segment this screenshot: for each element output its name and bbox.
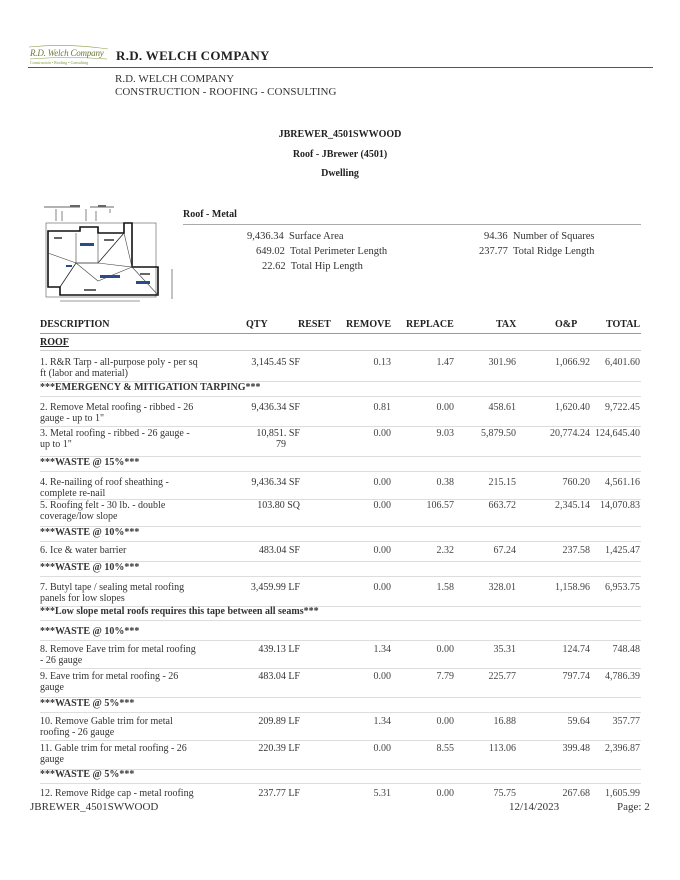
item-qty [200, 357, 301, 368]
table-row [40, 357, 641, 383]
item-description: 3. Metal roofing - ribbed - 26 gauge - up to 1" [40, 428, 190, 450]
item-tax: 35.31 [493, 644, 516, 655]
qty-text: 439.13 LF [258, 644, 300, 655]
note-text: ***EMERGENCY & MITIGATION TARPING*** [40, 382, 261, 393]
divider [40, 668, 641, 669]
item-op: 1,620.40 [555, 402, 590, 413]
item-op: 267.68 [562, 788, 590, 799]
item-remove: 0.81 [373, 402, 391, 413]
item-tax: 663.72 [488, 500, 516, 511]
item-replace: 0.00 [436, 644, 454, 655]
qty-text: 103.80 SQ [257, 500, 300, 511]
item-total: 4,786.39 [605, 671, 640, 682]
item-qty [200, 671, 301, 682]
item-qty [200, 716, 301, 727]
company-name: R.D. WELCH COMPANY [115, 73, 235, 85]
item-replace: 9.03 [436, 428, 454, 439]
divider [40, 333, 641, 334]
line-item-note [40, 562, 641, 573]
item-remove: 0.00 [373, 582, 391, 593]
item-description: 11. Gable trim for metal roofing - 26 gauge [40, 743, 187, 765]
divider [183, 224, 641, 225]
qty-text: 483.04 SF [258, 545, 300, 556]
item-total: 14,070.83 [600, 500, 640, 511]
table-row [40, 644, 641, 670]
item-description: 12. Remove Ridge cap - metal roofing [40, 788, 194, 799]
item-total: 2,396.87 [605, 743, 640, 754]
item-description: 8. Remove Eave trim for metal roofing - 26 gauge [40, 644, 196, 666]
item-description: 1. R&R Tarp - all-purpose poly - per sq ft (labor and material) [40, 357, 198, 379]
qty-text: 220.39 LF [258, 743, 300, 754]
line-item-note [40, 626, 641, 637]
item-description: 6. Ice & water barrier [40, 545, 127, 556]
divider [40, 576, 641, 577]
divider [40, 640, 641, 641]
item-replace: 1.47 [436, 357, 454, 368]
item-remove: 0.00 [373, 671, 391, 682]
page-header [28, 44, 653, 68]
note-text: ***WASTE @ 5%*** [40, 769, 135, 780]
item-replace: 0.00 [436, 716, 454, 727]
line-item-note [40, 382, 641, 393]
item-qty [200, 545, 301, 556]
divider [40, 620, 641, 621]
measurement-perimeter: 649.02 Total Perimeter Length [256, 246, 388, 257]
divider [40, 783, 641, 784]
item-remove: 0.00 [373, 545, 391, 556]
measurement-surface-area: 9,436.34 Surface Area [247, 231, 344, 242]
logo-text: R.D. Welch Company [30, 48, 104, 58]
note-text: ***WASTE @ 15%*** [40, 457, 140, 468]
measurement-hip-length: 22.62 Total Hip Length [262, 261, 363, 272]
item-tax: 75.75 [493, 788, 516, 799]
estimate-id: JBREWER_4501SWWOOD [278, 129, 402, 140]
table-row [40, 545, 641, 563]
qty-text: 3,145.45 SF [251, 357, 300, 368]
footer-page: Page: 2 [617, 801, 650, 813]
table-row [40, 428, 641, 458]
item-replace: 2.32 [436, 545, 454, 556]
item-description: 7. Butyl tape / sealing metal roofing panels for low slopes [40, 582, 185, 604]
item-remove: 1.34 [373, 644, 391, 655]
item-tax: 225.77 [488, 671, 516, 682]
item-op: 1,066.92 [555, 357, 590, 368]
line-item-note [40, 606, 641, 617]
item-replace: 0.00 [436, 402, 454, 413]
item-op: 760.20 [562, 477, 590, 488]
item-qty [200, 402, 301, 413]
item-tax: 328.01 [488, 582, 516, 593]
col-header-remove: REMOVE [346, 319, 391, 330]
col-header-qty: QTY [246, 319, 268, 330]
note-text: ***WASTE @ 5%*** [40, 698, 135, 709]
item-remove: 0.00 [373, 477, 391, 488]
item-op: 2,345.14 [555, 500, 590, 511]
divider [40, 426, 641, 427]
item-remove: 0.00 [373, 743, 391, 754]
measurement-squares: 94.36 Number of Squares [484, 231, 595, 242]
item-op: 237.58 [562, 545, 590, 556]
qty-text: 209.89 LF [258, 716, 300, 727]
company-logo [28, 44, 110, 68]
line-item-note [40, 698, 641, 709]
table-row [40, 671, 641, 699]
company-title: R.D. WELCH COMPANY [116, 48, 270, 63]
item-remove: 5.31 [373, 788, 391, 799]
col-header-total: TOTAL [606, 319, 641, 330]
qty-text: 237.77 LF [258, 788, 300, 799]
item-replace: 8.55 [436, 743, 454, 754]
qty-text: 3,459.99 LF [250, 582, 300, 593]
item-tax: 301.96 [488, 357, 516, 368]
col-header-replace: REPLACE [406, 319, 454, 330]
item-qty [200, 582, 301, 593]
item-total: 6,401.60 [605, 357, 640, 368]
item-remove: 0.00 [373, 500, 391, 511]
col-header-tax: TAX [496, 319, 517, 330]
company-tagline: CONSTRUCTION - ROOFING - CONSULTING [115, 86, 337, 98]
item-description: 4. Re-nailing of roof sheathing - complete re-nail [40, 477, 169, 499]
company-info [115, 73, 336, 99]
col-header-op: O&P [555, 319, 578, 330]
measurement-ridge-length: 237.77 Total Ridge Length [479, 246, 595, 257]
item-description: 5. Roofing felt - 30 lb. - double coverage/low slope [40, 500, 166, 522]
item-op: 20,774.24 [550, 428, 590, 439]
estimate-building: Dwelling [321, 168, 359, 179]
note-text: ***Low slope metal roofs requires this tape between all seams*** [40, 606, 319, 617]
item-description: 2. Remove Metal roofing - ribbed - 26 gauge - up to 1" [40, 402, 194, 424]
note-text: ***WASTE @ 10%*** [40, 626, 140, 637]
footer-date: 12/14/2023 [509, 801, 560, 813]
note-text: ***WASTE @ 10%*** [40, 562, 140, 573]
col-header-reset: RESET [298, 319, 331, 330]
item-qty [200, 788, 301, 799]
table-row [40, 402, 641, 428]
divider [40, 471, 641, 472]
item-tax: 67.24 [493, 545, 516, 556]
item-qty [200, 500, 301, 511]
item-description: 10. Remove Gable trim for metal roofing - 26 gauge [40, 716, 173, 738]
line-item-note [40, 457, 641, 468]
table-row [40, 500, 641, 528]
qty-text: 483.04 LF [258, 671, 300, 682]
logo-tagline: Construction • Roofing • Consulting [30, 60, 89, 65]
item-op: 1,158.96 [555, 582, 590, 593]
item-total: 748.48 [612, 644, 640, 655]
item-qty [200, 644, 301, 655]
divider [40, 712, 641, 713]
table-row [40, 716, 641, 742]
item-qty [200, 428, 301, 450]
item-replace: 7.79 [436, 671, 454, 682]
item-description: 9. Eave trim for metal roofing - 26 gauge [40, 671, 179, 693]
divider [40, 350, 641, 351]
divider [40, 740, 641, 741]
item-op: 59.64 [567, 716, 590, 727]
qty-text: 9,436.34 SF [251, 402, 300, 413]
item-replace: 0.38 [436, 477, 454, 488]
line-item-note [40, 769, 641, 780]
estimate-area: Roof - JBrewer (4501) [292, 149, 388, 160]
item-op: 797.74 [562, 671, 590, 682]
item-op: 399.48 [562, 743, 590, 754]
item-tax: 458.61 [488, 402, 516, 413]
item-total: 1,425.47 [605, 545, 640, 556]
line-item-note [40, 527, 641, 538]
item-total: 4,561.16 [605, 477, 640, 488]
qty-text: 79 [276, 439, 286, 450]
item-tax: 16.88 [493, 716, 516, 727]
item-remove: 0.13 [373, 357, 391, 368]
roof-section-title: Roof - Metal [183, 209, 237, 220]
item-total: 124,645.40 [595, 428, 640, 439]
table-row [40, 743, 641, 771]
item-total: 357.77 [612, 716, 640, 727]
footer-estimate-id: JBREWER_4501SWWOOD [30, 801, 159, 813]
table-row [40, 788, 641, 802]
item-replace: 1.58 [436, 582, 454, 593]
qty-text: 9,436.34 SF [251, 477, 300, 488]
table-row [40, 477, 641, 501]
item-remove: 1.34 [373, 716, 391, 727]
divider [40, 396, 641, 397]
col-header-description: DESCRIPTION [40, 319, 110, 330]
item-tax: 113.06 [488, 743, 516, 754]
section-title: ROOF [40, 337, 69, 348]
item-tax: 5,879.50 [481, 428, 516, 439]
note-text: ***WASTE @ 10%*** [40, 527, 140, 538]
item-total: 1,605.99 [605, 788, 640, 799]
item-qty [200, 477, 301, 488]
roof-sketch-diagram [40, 203, 175, 305]
item-total: 6,953.75 [605, 582, 640, 593]
qty-text: 10,851. SF [256, 428, 300, 439]
item-tax: 215.15 [488, 477, 516, 488]
item-replace: 106.57 [426, 500, 454, 511]
item-remove: 0.00 [373, 428, 391, 439]
item-qty [200, 743, 301, 754]
table-row [40, 582, 641, 608]
item-total: 9,722.45 [605, 402, 640, 413]
item-op: 124.74 [562, 644, 590, 655]
divider [40, 541, 641, 542]
item-replace: 0.00 [436, 788, 454, 799]
